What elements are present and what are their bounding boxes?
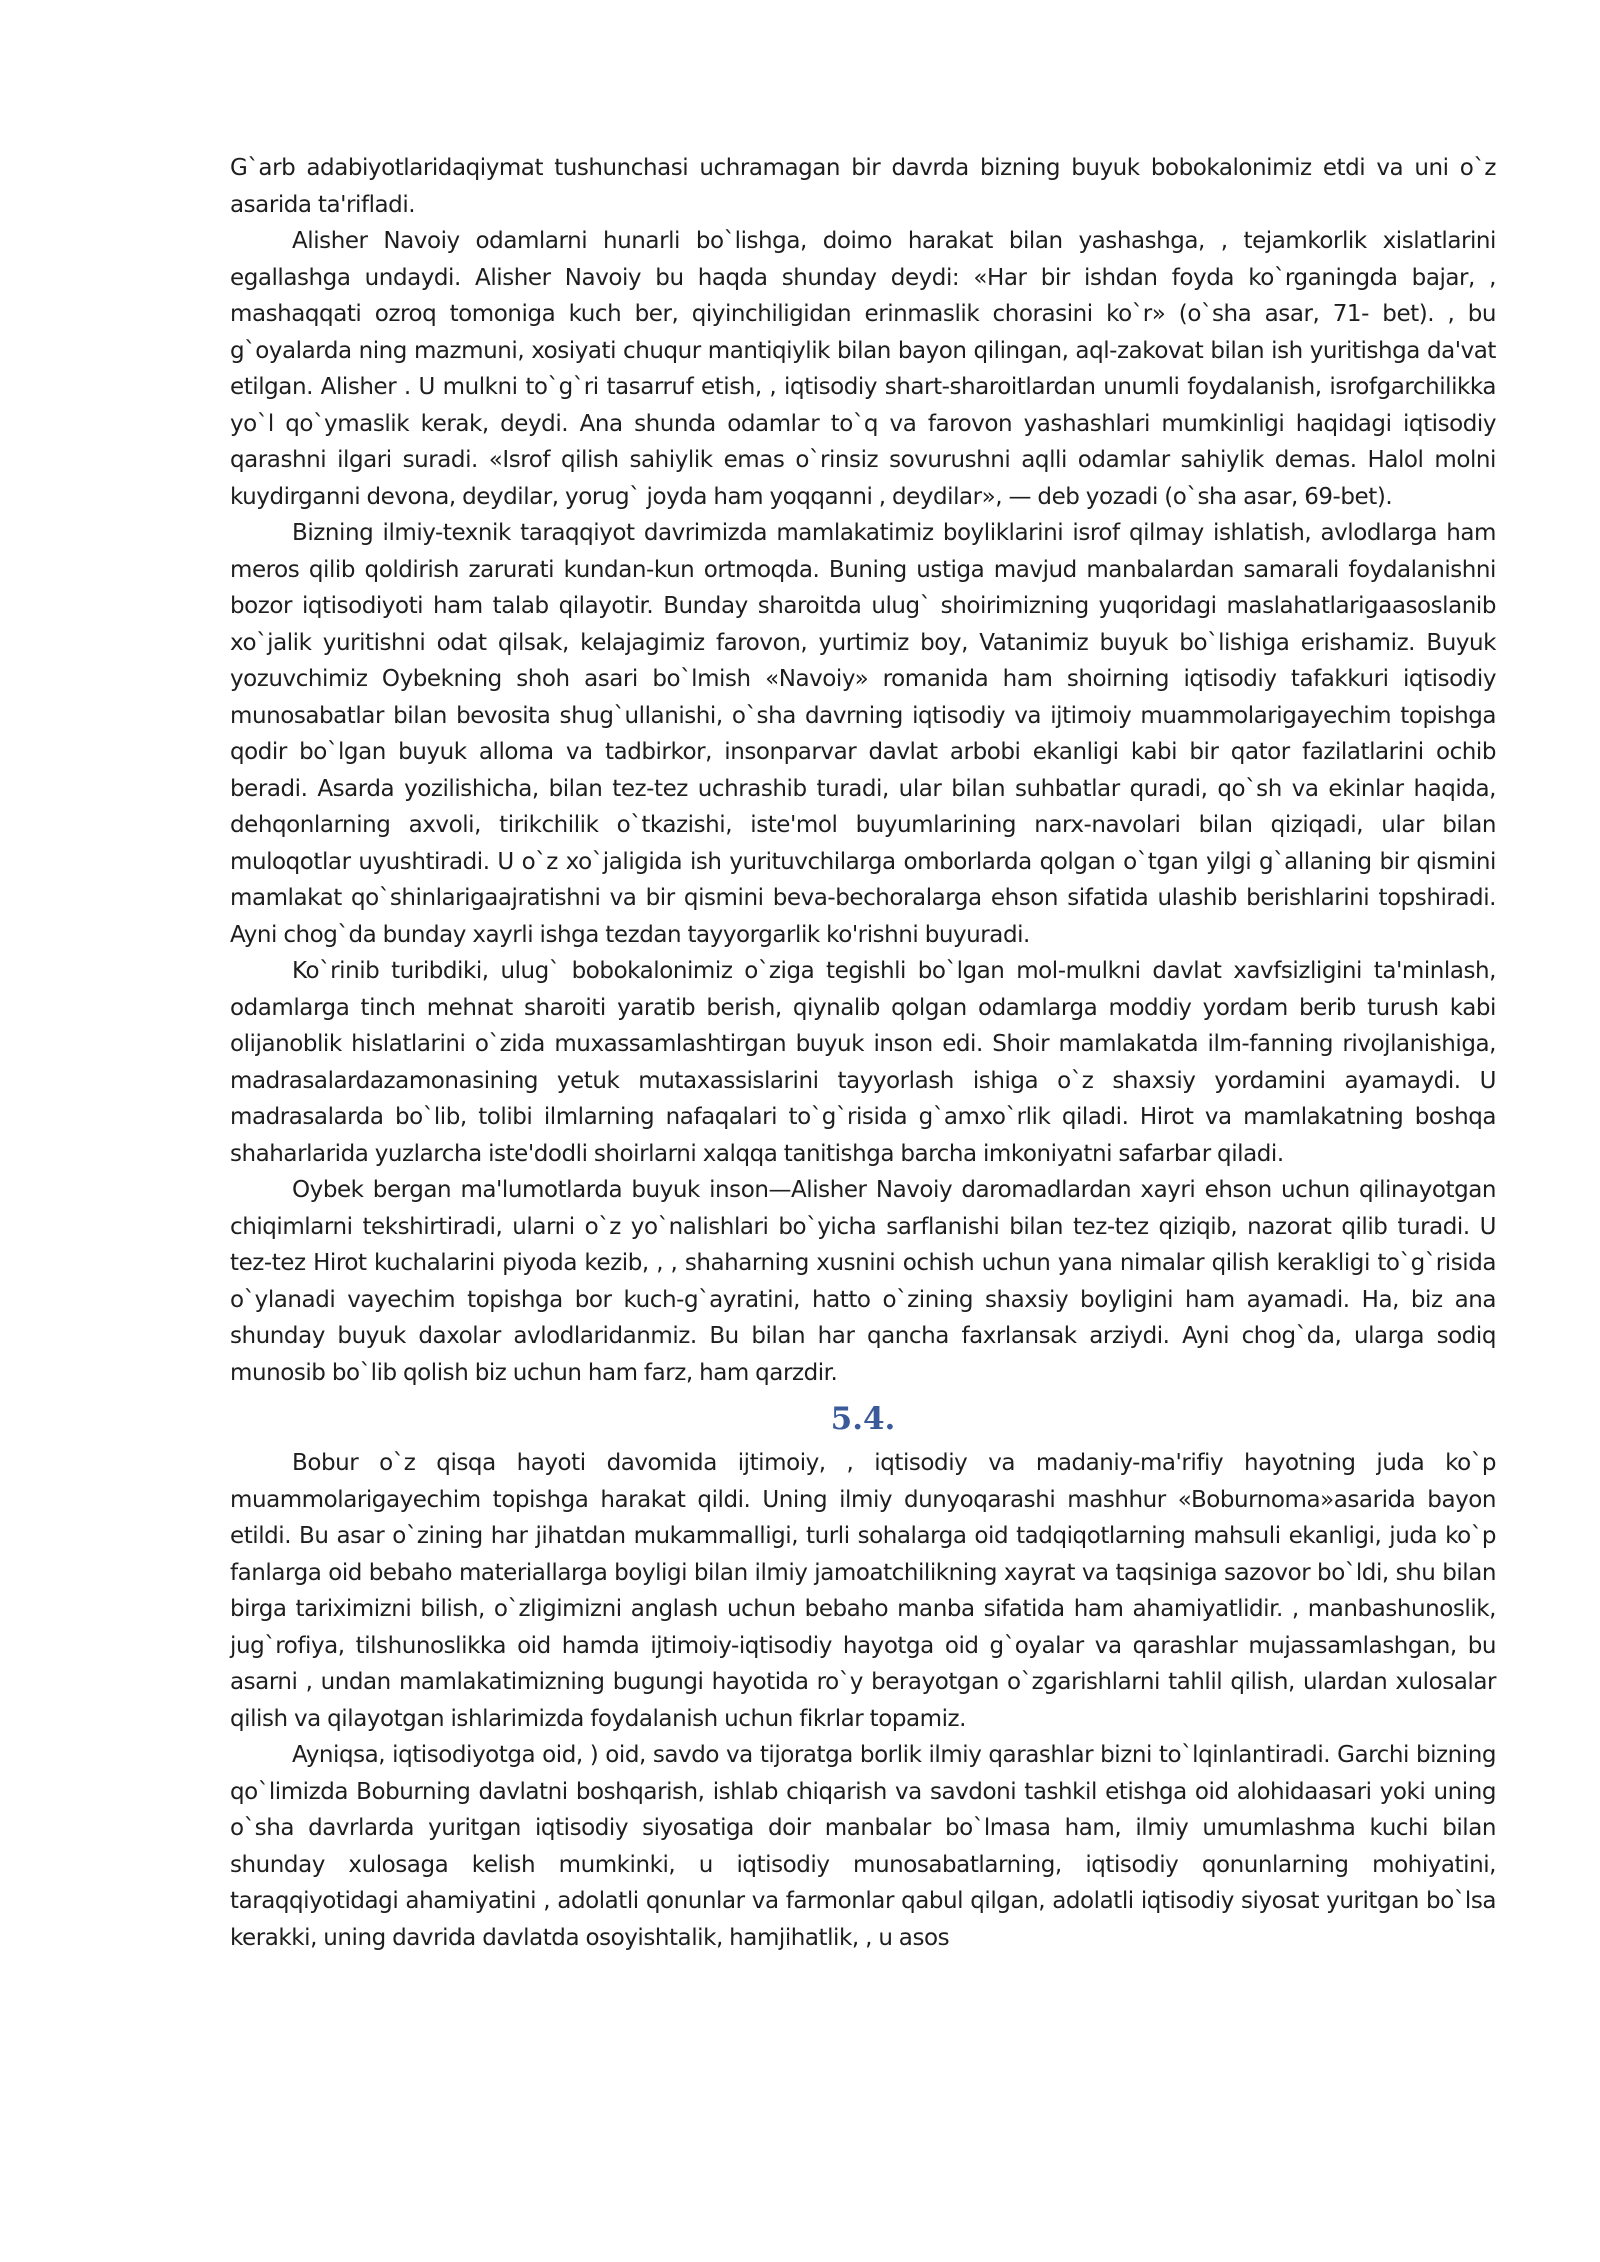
- paragraph: Oybek bergan ma'lumotlarda buyuk inson—Alisher Navoiy daromadlardan xayri ehson uchun qilinayotgan chiqimlarni tekshirtiradi, ularni o`z yo`nalishlari bo`yicha sarflanishi bilan tez-tez qiziqib, nazorat qilib turadi. U tez-tez Hirot kuchalarini piyoda kezib, , , shaharning xusnini ochish uchun yana nimalar qilish kerakligi to`g`risida o`ylanadi vayechim topishga bor kuch-g`ayratini, hatto o`zining shaxsiy boyligini ham ayamadi. Ha, biz ana shunday buyuk daxolar avlodlaridanmiz. Bu bilan har qancha faxrlansak arziydi. Ayni chog`da, ularga sodiq munosib bo`lib qolish biz uchun ham farz, ham qarzdir.: [230, 1177, 1496, 1386]
- section-heading: 5.4.: [830, 1401, 896, 1437]
- paragraph: Ko`rinib turibdiki, ulug` bobokalonimiz o`ziga tegishli bo`lgan mol-mulkni davlat xavfsizligini ta'minlash, odamlarga tinch mehnat sharoiti yaratib berish, qiynalib qolgan odamlarga moddiy yordam berib turush kabi olijanoblik hislatlarini o`zida muxassamlashtirgan buyuk inson edi. Shoir mamlakatda ilm-fanning rivojlanishiga, madrasalardazamonasining yetuk mutaxassislarini tayyorlash ishiga o`z shaxsiy yordamini ayamaydi. U madrasalarda bo`lib, tolibi ilmlarning nafaqalari to`g`risida g`amxo`rlik qiladi. Hirot va mamlakatning boshqa shaharlarida yuzlarcha iste'dodli shoirlarni xalqqa tanitishga barcha imkoniyatni safarbar qiladi.: [230, 958, 1496, 1167]
- paragraph: Bizning ilmiy-texnik taraqqiyot davrimizda mamlakatimiz boyliklarini isrof qilmay ishlatish, avlodlarga ham meros qilib qoldirish zarurati kundan-kun ortmoqda. Buning ustiga mavjud manbalardan samarali foydalanishni bozor iqtisodiyoti ham talab qilayotir. Bunday sharoitda ulug` shoirimizning yuqoridagi maslahatlarigaasoslanib xo`jalik yuritishni odat qilsak, kelajagimiz farovon, yurtimiz boy, Vatanimiz buyuk bo`lishiga erishamiz. Buyuk yozuvchimiz Oybekning shoh asari bo`lmish «Navoiy» romanida ham shoirning iqtisodiy tafakkuri iqtisodiy munosabatlar bilan bevosita shug`ullanishi, o`sha davrning iqtisodiy va ijtimoiy muammolarigayechim topishga qodir bo`lgan buyuk alloma va tadbirkor, insonparvar davlat arbobi ekanligi kabi bir qator fazilatlarini ochib beradi. Asarda yozilishicha, bilan tez-tez uchrashib turadi, ular bilan suhbatlar quradi, qo`sh va ekinlar haqida, dehqonlarning axvoli, tirikchilik o`tkazishi, iste'mol buyumlarining narx-navolari bilan qiziqadi, ular bilan muloqotlar uyushtiradi. U o`z xo`jaligida ish yurituvchilarga omborlarda qolgan o`tgan yilgi g`allaning bir qismini mamlakat qo`shinlarigaajratishni va bir qismini beva-bechoralarga ehson sifatida ulashib berishlarini topshiradi. Ayni chog`da bunday xayrli ishga tezdan tayyorgarlik ko'rishni buyuradi.: [230, 520, 1496, 948]
- paragraph: G`arb adabiyotlaridaqiymat tushunchasi uchramagan bir davrda bizning buyuk bobokalonimiz etdi va uni o`z asarida ta'rifladi.: [230, 155, 1496, 218]
- paragraph: Ayniqsa, iqtisodiyotga oid, ) oid, savdo va tijoratga borlik ilmiy qarashlar bizni to`lqinlantiradi. Garchi bizning qo`limizda Boburning davlatni boshqarish, ishlab chiqarish va savdoni tashkil etishga oid alohidaasari yoki uning o`sha davrlarda yuritgan iqtisodiy siyosatiga doir manbalar bo`lmasa ham, ilmiy umumlashma kuchi bilan shunday xulosaga kelish mumkinki, u iqtisodiy munosabatlarning, iqtisodiy qonunlarning mohiyatini, taraqqiyotidagi ahamiyatini , adolatli qonunlar va farmonlar qabul qilgan, adolatli iqtisodiy siyosat yuritgan bo`lsa kerakki, uning davrida davlatda osoyishtalik, hamjihatlik, , u asos: [230, 1742, 1496, 1951]
- paragraph: Bobur o`z qisqa hayoti davomida ijtimoiy, , iqtisodiy va madaniy-ma'rifiy hayotning juda ko`p muammolarigayechim topishga harakat qildi. Uning ilmiy dunyoqarashi mashhur «Boburnoma»asarida bayon etildi. Bu asar o`zining har jihatdan mukammalligi, turli sohalarga oid tadqiqotlarning mahsuli ekanligi, juda ko`p fanlarga oid bebaho materiallarga boyligi bilan ilmiy jamoatchilikning xayrat va taqsiniga sazovor bo`ldi, shu bilan birga tariximizni bilish, o`zligimizni anglash uchun bebaho manba sifatida ham ahamiyatlidir. , manbashunoslik, jug`rofiya, tilshunoslikka oid hamda ijtimoiy-iqtisodiy hayotga oid g`oyalar va qarashlar mujassamlashgan, bu asarni , undan mamlakatimizning bugungi hayotida ro`y berayotgan o`zgarishlarni tahlil qilish, ulardan xulosalar qilish va qilayotgan ishlarimizda foydalanish uchun fikrlar topamiz.: [230, 1450, 1496, 1732]
- document-page: [230, 150, 1496, 1956]
- paragraph: Alisher Navoiy odamlarni hunarli bo`lishga, doimo harakat bilan yashashga, , tejamkorlik xislatlarini egallashga undaydi. Alisher Navoiy bu haqda shunday deydi: «Har bir ishdan foyda ko`rganingda bajar, , mashaqqati ozroq tomoniga kuch ber, qiyinchiligidan erinmaslik chorasini ko`r» (o`sha asar, 71- bet). , bu g`oyalarda ning mazmuni, xosiyati chuqur mantiqiylik bilan bayon qilingan, aql-zakovat bilan ish yuritishga da'vat etilgan. Alisher . U mulkni to`g`ri tasarruf etish, , iqtisodiy shart-sharoitlardan unumli foydalanish, isrofgarchilikka yo`l qo`ymaslik kerak, deydi. Ana shunda odamlar to`q va farovon yashashlari mumkinligi haqidagi iqtisodiy qarashni ilgari suradi. «Isrof qilish sahiylik emas o`rinsiz sovurushni aqlli odamlar sahiylik demas. Halol molni kuydirganni devona, deydilar, yorug` joyda ham yoqqanni , deydilar», — deb yozadi (o`sha asar, 69-bet).: [230, 228, 1496, 510]
